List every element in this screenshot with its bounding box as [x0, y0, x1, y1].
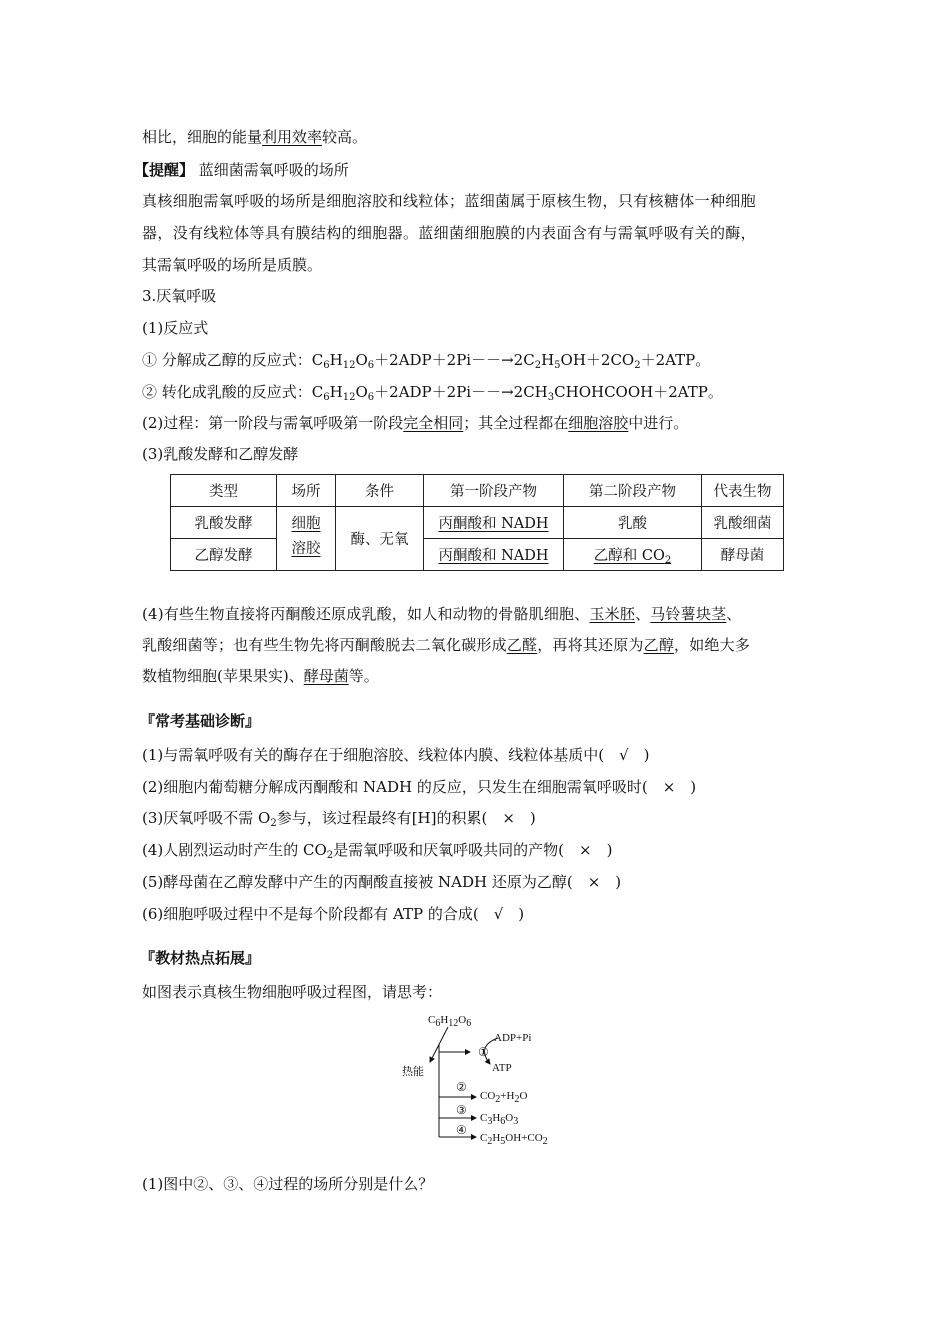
process-line: (2)过程：第一阶段与需氧呼吸第一阶段完全相同；其全过程都在细胞溶胶中进行。 — [142, 414, 689, 432]
tip-tag: 【提醒】 — [134, 161, 195, 179]
adp-label: ADP+Pi — [494, 1032, 532, 1044]
equation-lactate: ② 转化成乳酸的反应式：$C_6H_{12}O_6+2ADP+2Pi--\to 2CH_3CHOHCOOH+2ATP$。 — [142, 383, 723, 403]
table-cell-place: 细胞 溶胶 — [277, 507, 336, 571]
table-cell: 酵母菌 — [702, 539, 784, 571]
respiration-diagram — [390, 1012, 560, 1162]
section-title-diagnosis: 『常考基础诊断』 — [140, 712, 261, 730]
atp-label: ATP — [492, 1062, 512, 1074]
diagnosis-item: (4)人剧烈运动时产生的 $CO_2$是需氧呼吸和厌氧呼吸共同的产物( × ) — [142, 841, 613, 861]
paragraph-line: 乳酸细菌等；也有些生物先将丙酮酸脱去二氧化碳形成乙醛，再将其还原为乙醇，如绝大多 — [142, 636, 751, 654]
co2-h2o-label: $CO_2+H_2O$ — [480, 1090, 528, 1105]
lactate-label: $C_3H_6O_3$ — [480, 1112, 519, 1127]
table-header: 第二阶段产物 — [564, 475, 702, 507]
diagnosis-item: (1)与需氧呼吸有关的酶存在于细胞溶胶、线粒体内膜、线粒体基质中( √ ) — [142, 746, 650, 764]
tip-heading — [134, 160, 349, 180]
table-cell-condition: 酶、无氧 — [336, 507, 424, 571]
subheading: (3)乳酸发酵和乙醇发酵 — [142, 445, 299, 463]
diagnosis-item: (3)厌氧呼吸不需 $O_2$参与，该过程最终有[H]的积累( × ) — [142, 809, 536, 829]
table-header-row — [171, 475, 784, 507]
section-heading: 3.厌氧呼吸 — [142, 287, 217, 305]
table-cell: 乙醇和 $CO_2$ — [564, 539, 702, 571]
step-1-label: ① — [478, 1045, 489, 1059]
tip-line: 器，没有线粒体等具有膜结构的细胞器。蓝细菌细胞膜的内表面含有与需氧呼吸有关的酶， — [142, 224, 757, 242]
tip-line: 其需氧呼吸的场所是质膜。 — [142, 256, 323, 274]
step-3-label: ③ — [456, 1103, 467, 1117]
diagnosis-item: (5)酵母菌在乙醇发酵中产生的丙酮酸直接被 NADH 还原为乙醇( × ) — [142, 873, 622, 891]
paragraph-line: (4)有些生物直接将丙酮酸还原成乳酸，如人和动物的骨骼肌细胞、玉米胚、马铃薯块茎、 — [142, 605, 742, 623]
table-cell: 乙醇发酵 — [171, 539, 277, 571]
tip-title: 蓝细菌需氧呼吸的场所 — [198, 161, 349, 179]
glucose-label: $C_6H_{12}O_6$ — [428, 1014, 472, 1029]
section-title-extension: 『教材热点拓展』 — [140, 949, 261, 967]
heat-label: 热能 — [402, 1066, 424, 1078]
table-cell: 乳酸发酵 — [171, 507, 277, 539]
diagnosis-item: (6)细胞呼吸过程中不是每个阶段都有 ATP 的合成( √ ) — [142, 905, 525, 923]
table-cell: 乳酸 — [564, 507, 702, 539]
table-header: 条件 — [336, 475, 424, 507]
table-cell: 丙酮酸和 NADH — [424, 539, 564, 571]
paragraph-line: 数植物细胞(苹果果实)、酵母菌等。 — [142, 667, 379, 685]
underlined-term: 利用效率 — [262, 128, 323, 146]
table-cell: 乳酸细菌 — [702, 507, 784, 539]
table-row — [171, 539, 784, 571]
intro-line: 相比，细胞的能量利用效率较高。 — [142, 128, 368, 146]
equation-formula: $C_6H_{12}O_6+2ADP+2Pi--\to 2C_2H_5OH+2CO_2+2ATP$。 — [311, 351, 711, 371]
table-cell: 丙酮酸和 NADH — [424, 507, 564, 539]
diagnosis-item: (2)细胞内葡萄糖分解成丙酮酸和 NADH 的反应，只发生在细胞需氧呼吸时( × ) — [142, 778, 697, 796]
table-header: 场所 — [277, 475, 336, 507]
table-header: 代表生物 — [702, 475, 784, 507]
equation-ethanol: ① 分解成乙醇的反应式：$C_6H_{12}O_6+2ADP+2Pi--\to 2C_2H_5OH+2CO_2+2ATP$。 — [142, 351, 711, 371]
question-1: (1)图中②、③、④过程的场所分别是什么？ — [142, 1175, 434, 1193]
extension-prompt: 如图表示真核生物细胞呼吸过程图，请思考： — [142, 983, 443, 1001]
table-row — [171, 507, 784, 539]
tip-line: 真核细胞需氧呼吸的场所是细胞溶胶和线粒体；蓝细菌属于原核生物，只有核糖体一种细胞 — [142, 192, 757, 210]
step-2-label: ② — [456, 1080, 467, 1094]
table-header: 第一阶段产物 — [424, 475, 564, 507]
table-header: 类型 — [171, 475, 277, 507]
equation-formula: $C_6H_{12}O_6+2ADP+2Pi--\to 2CH_3CHOHCOOH+2ATP$。 — [311, 383, 723, 403]
ethanol-co2-label: $C_2H_5OH+CO_2$ — [480, 1132, 548, 1147]
step-4-label: ④ — [456, 1123, 467, 1137]
subheading: (1)反应式 — [142, 319, 209, 337]
fermentation-table — [170, 474, 784, 571]
